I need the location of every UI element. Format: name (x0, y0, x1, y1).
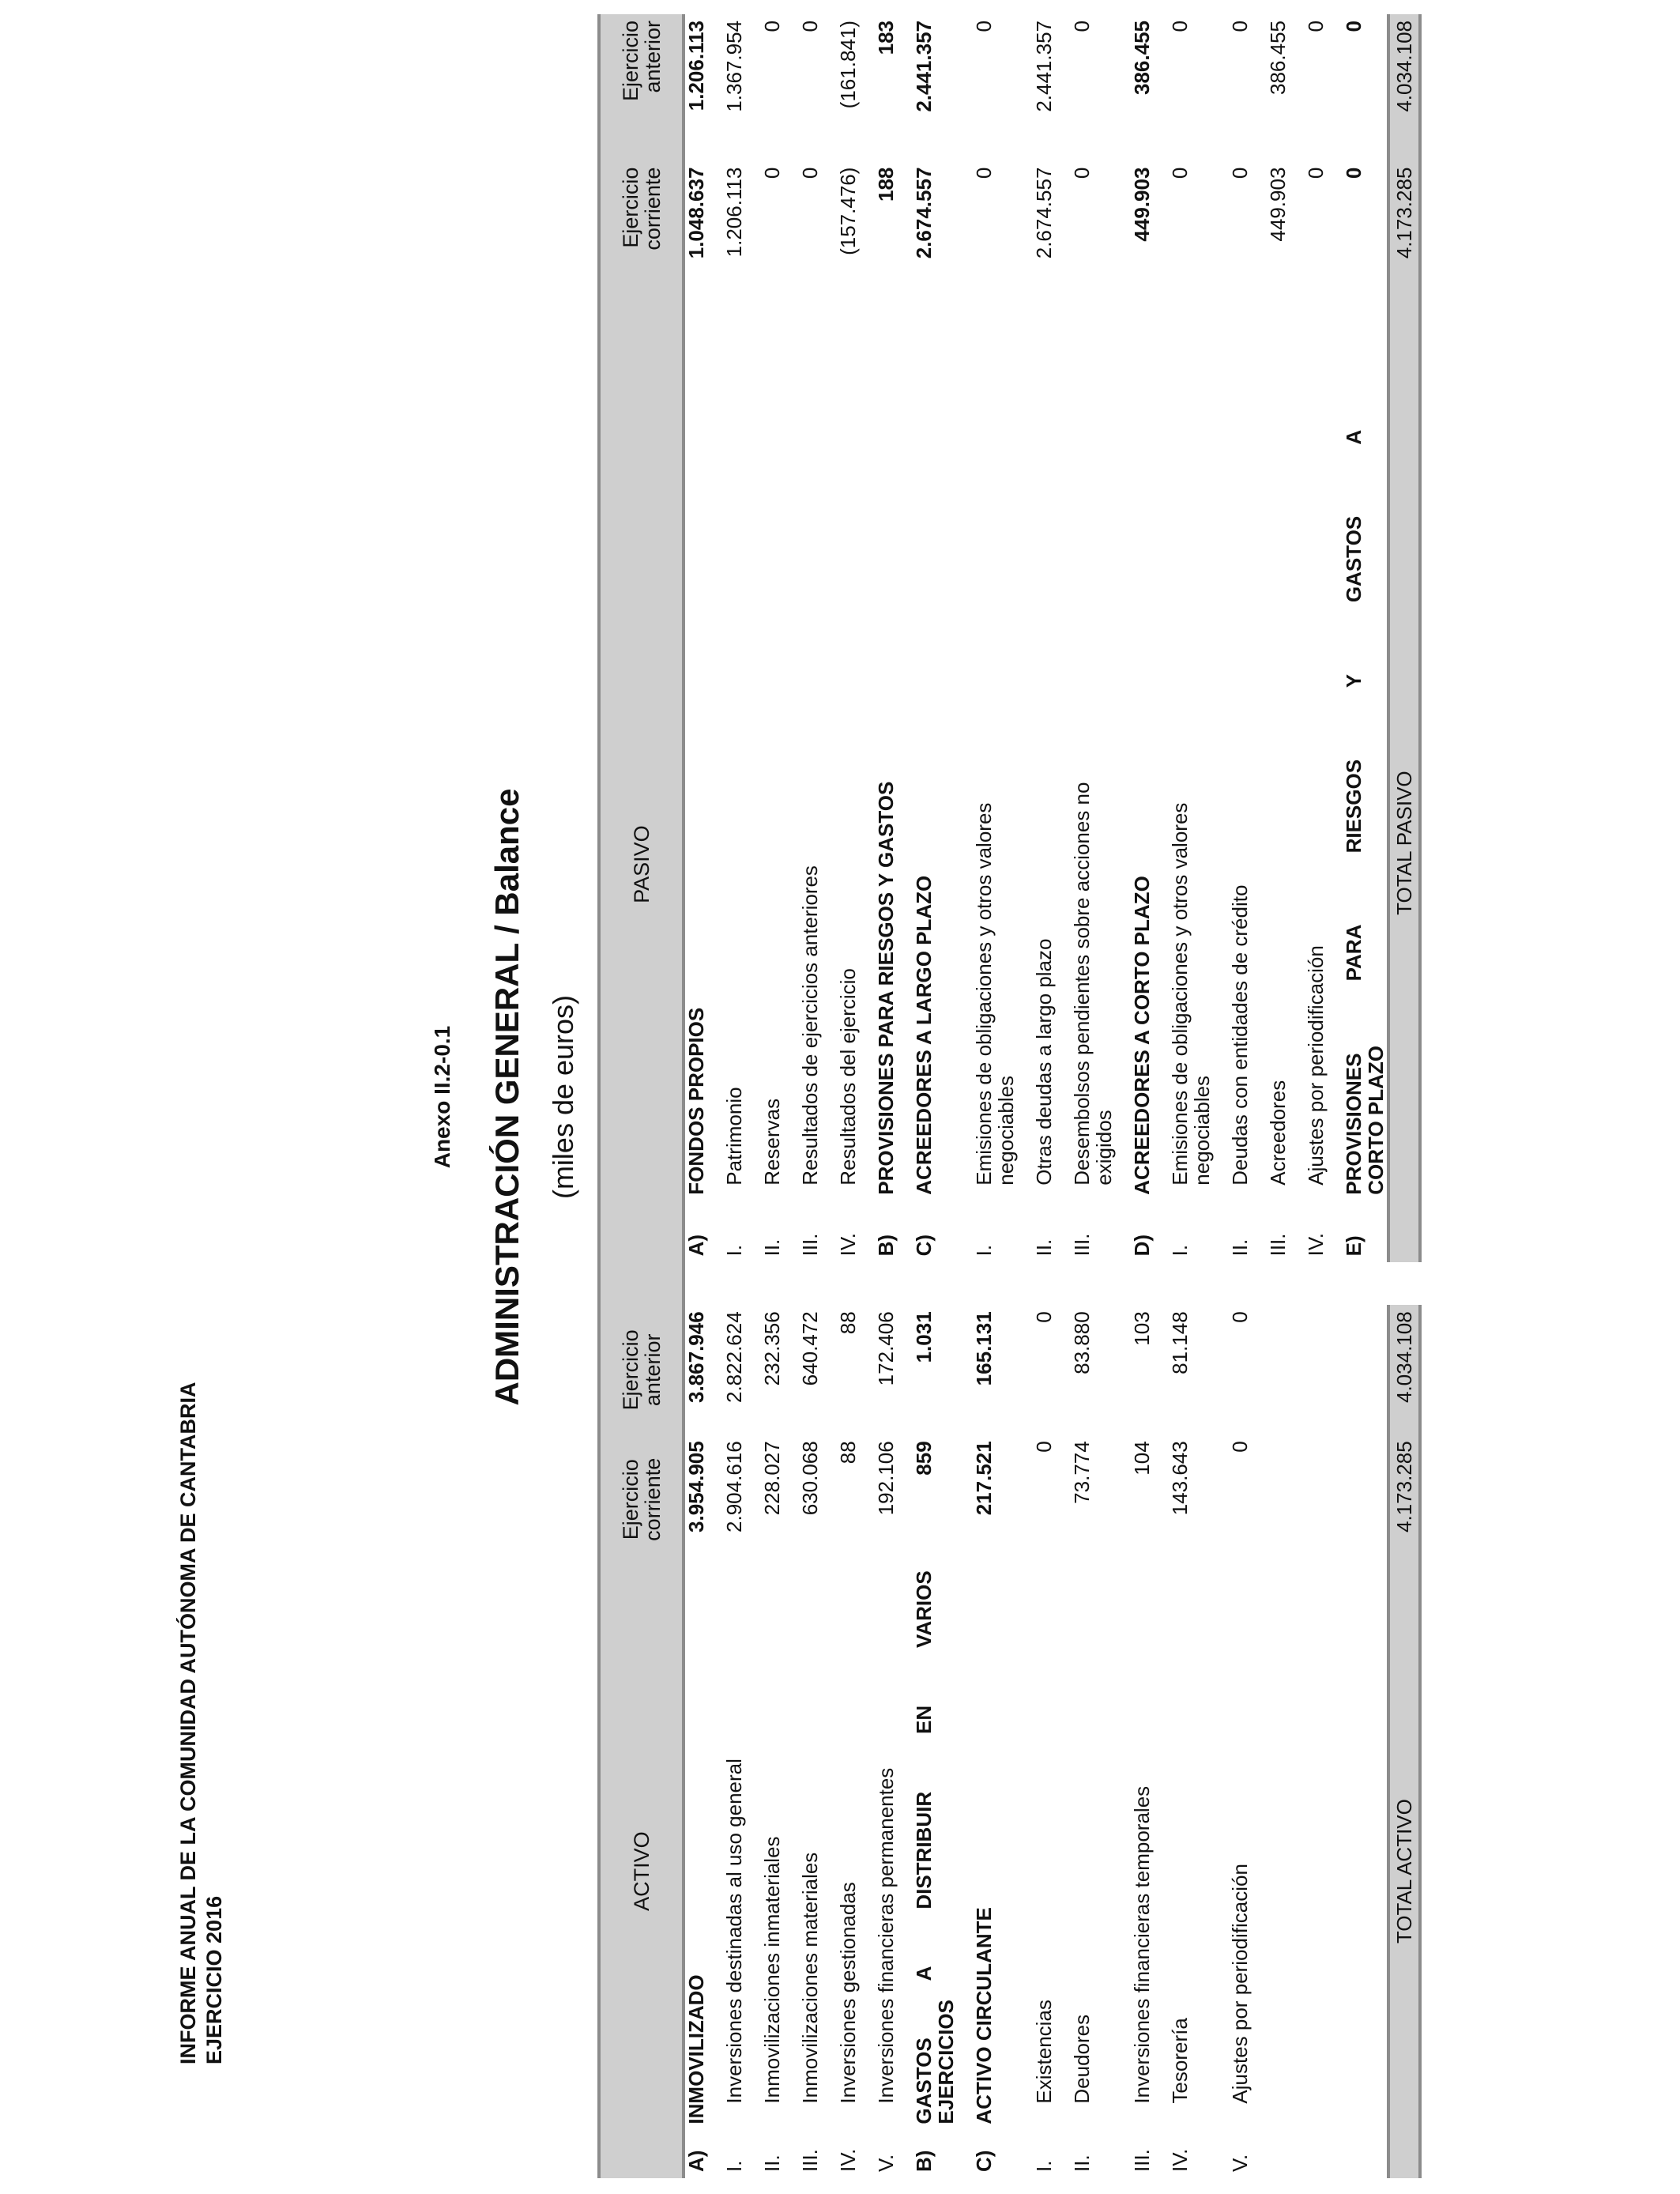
pasivo-index: B) (874, 1234, 898, 1257)
activo-index: B) (912, 2150, 936, 2172)
pasivo-index: I. (1168, 1244, 1192, 1257)
pasivo-label: Desembolsos pendientes sobre acciones no exigidos (1070, 782, 1116, 1186)
activo-corriente: 630.068 (798, 1441, 822, 1516)
pasivo-anterior: (161.841) (836, 21, 860, 109)
table-row (1033, 14, 1055, 2178)
pasivo-label: PROVISIONES PARA RIESGOS Y GASTOS A CORTO PLAZO (1342, 429, 1388, 1195)
activo-anterior: 232.356 (760, 1311, 784, 1386)
pasivo-anterior: 1.206.113 (684, 21, 708, 111)
activo-index: II. (760, 2154, 784, 2172)
activo-label: Ajustes por periodificación (1228, 1864, 1252, 2104)
table-body (684, 14, 1388, 2178)
activo-label: Inversiones financieras temporales (1130, 1785, 1154, 2104)
pasivo-index: II. (1228, 1238, 1252, 1257)
activo-corriente-header: Ejercicio corriente (599, 1434, 684, 1564)
pasivo-anterior-header: Ejercicio anterior (599, 14, 684, 161)
activo-anterior: 0 (1228, 1311, 1252, 1323)
pasivo-corriente: 0 (760, 167, 784, 179)
activo-corriente (1267, 1434, 1289, 1564)
pasivo-index: I. (722, 1244, 746, 1257)
pasivo-index: IV. (836, 1232, 860, 1257)
activo-label: Inmovilizaciones inmateriales (760, 1836, 784, 2104)
table-row (761, 14, 783, 2178)
pasivo-anterior: 183 (874, 21, 898, 55)
page-title: ADMINISTRACIÓN GENERAL / Balance (488, 788, 525, 1406)
report-header-line1: INFORME ANUAL DE LA COMUNIDAD AUTÓNOMA DE CANTABRIA (176, 1382, 200, 2064)
activo-header: ACTIVO (599, 1564, 684, 2178)
pasivo-corriente: 188 (874, 167, 898, 202)
activo-index (1267, 2131, 1289, 2178)
activo-anterior: 88 (836, 1311, 860, 1335)
pasivo-label: ACREEDORES A LARGO PLAZO (912, 875, 936, 1195)
activo-anterior: 1.031 (912, 1311, 936, 1363)
pasivo-label: PROVISIONES PARA RIESGOS Y GASTOS (874, 781, 898, 1195)
activo-label: Inmovilizaciones materiales (798, 1852, 822, 2104)
table-row (723, 14, 745, 2178)
total-activo-corriente: 4.173.285 (1388, 1434, 1420, 1564)
pasivo-label: Reservas (760, 1098, 784, 1186)
annex-label: Anexo II.2-0.1 (430, 1025, 454, 1169)
activo-corriente: 3.954.905 (684, 1441, 708, 1532)
pasivo-header: PASIVO (599, 424, 684, 1305)
activo-anterior: 103 (1130, 1311, 1154, 1346)
pasivo-anterior: 0 (798, 21, 822, 32)
activo-anterior (1305, 1305, 1327, 1434)
activo-index (1343, 2131, 1388, 2178)
table-row (1169, 14, 1213, 2178)
activo-label: GASTOS A DISTRIBUIR EN VARIOS EJERCICIOS (912, 1570, 958, 2124)
pasivo-corriente: 2.674.557 (1032, 167, 1056, 259)
pasivo-label: Resultados de ejercicios anteriores (798, 865, 822, 1186)
activo-label (1305, 1564, 1327, 2130)
pasivo-corriente: 0 (1342, 167, 1365, 179)
pasivo-anterior: 0 (1342, 21, 1365, 32)
pasivo-index: III. (1266, 1233, 1290, 1257)
pasivo-corriente: 0 (1168, 167, 1192, 179)
pasivo-label: Resultados del ejercicio (836, 968, 860, 1186)
activo-corriente: 2.904.616 (722, 1441, 746, 1532)
pasivo-index: III. (798, 1233, 822, 1257)
table-row (973, 14, 1017, 2178)
pasivo-label: Ajustes por periodificación (1304, 945, 1328, 1186)
pasivo-anterior: 0 (1070, 21, 1094, 32)
activo-corriente: 88 (836, 1441, 860, 1465)
pasivo-label: Otras deudas a largo plazo (1032, 938, 1056, 1186)
totals-row (1388, 14, 1420, 2178)
activo-anterior: 640.472 (798, 1311, 822, 1386)
pasivo-corriente-header: Ejercicio corriente (599, 161, 684, 424)
table-row (1343, 14, 1388, 2178)
pasivo-index: C) (912, 1234, 936, 1257)
activo-label: INMOVILIZADO (684, 1974, 708, 2124)
pasivo-anterior: 0 (1304, 21, 1328, 32)
activo-index: III. (1130, 2149, 1154, 2172)
activo-label: Inversiones destinadas al uso general (722, 1759, 746, 2104)
activo-anterior: 172.406 (874, 1311, 898, 1386)
table-row (1305, 14, 1327, 2178)
pasivo-corriente: 449.903 (1266, 167, 1290, 242)
activo-index (1305, 2131, 1327, 2178)
activo-corriente: 0 (1032, 1441, 1056, 1453)
total-pasivo-label: TOTAL PASIVO (1388, 424, 1420, 1263)
pasivo-anterior: 386.455 (1266, 21, 1290, 95)
total-pasivo-anterior: 4.034.108 (1388, 14, 1420, 161)
activo-corriente: 73.774 (1070, 1441, 1094, 1504)
table-row (837, 14, 859, 2178)
activo-corriente (1343, 1434, 1388, 1564)
pasivo-corriente: (157.476) (836, 167, 860, 255)
pasivo-anterior: 0 (760, 21, 784, 32)
pasivo-anterior: 0 (972, 21, 996, 32)
activo-label: Inversiones financieras permanentes (874, 1767, 898, 2104)
pasivo-index: II. (760, 1238, 784, 1257)
pasivo-anterior: 2.441.357 (912, 21, 936, 112)
table-row (875, 14, 897, 2178)
pasivo-corriente: 0 (798, 167, 822, 179)
pasivo-index: D) (1130, 1234, 1154, 1257)
pasivo-corriente: 0 (1070, 167, 1094, 179)
pasivo-index: A) (684, 1234, 708, 1257)
activo-anterior: 3.867.946 (684, 1311, 708, 1403)
pasivo-anterior: 1.367.954 (722, 21, 746, 112)
report-header-line2: EJERCICIO 2016 (202, 1895, 226, 2064)
activo-index: IV. (836, 2148, 860, 2172)
pasivo-corriente: 1.206.113 (722, 167, 746, 258)
activo-label: ACTIVO CIRCULANTE (972, 1907, 996, 2124)
activo-anterior: 81.148 (1168, 1311, 1192, 1374)
activo-corriente: 0 (1228, 1441, 1252, 1453)
table-header-row (599, 14, 684, 2178)
table-row (913, 14, 957, 2178)
activo-index: V. (1228, 2154, 1252, 2172)
activo-index: C) (972, 2150, 996, 2172)
total-pasivo-corriente: 4.173.285 (1388, 161, 1420, 424)
pasivo-label: Emisiones de obligaciones y otros valores negociables (972, 802, 1018, 1186)
activo-index: III. (798, 2149, 822, 2172)
activo-label (1267, 1564, 1289, 2130)
pasivo-corriente: 0 (972, 167, 996, 179)
pasivo-corriente: 1.048.637 (684, 167, 708, 259)
pasivo-label: ACREEDORES A CORTO PLAZO (1130, 876, 1154, 1195)
activo-index: V. (874, 2154, 898, 2172)
activo-index: A) (684, 2150, 708, 2172)
activo-corriente: 143.643 (1168, 1441, 1192, 1516)
activo-corriente (1305, 1434, 1327, 1564)
activo-index: I. (722, 2160, 746, 2172)
pasivo-label: Acreedores (1266, 1080, 1290, 1186)
pasivo-corriente: 0 (1228, 167, 1252, 179)
activo-index: I. (1032, 2160, 1056, 2172)
table-row (799, 14, 821, 2178)
total-activo-label: TOTAL ACTIVO (1388, 1564, 1420, 2178)
activo-anterior: 0 (1032, 1311, 1056, 1323)
pasivo-anterior: 0 (1228, 21, 1252, 32)
pasivo-anterior: 0 (1168, 21, 1192, 32)
table-row (684, 14, 707, 2178)
activo-anterior (1343, 1305, 1388, 1434)
page-subtitle: (miles de euros) (547, 994, 579, 1200)
activo-anterior (1267, 1305, 1289, 1434)
report-header (175, 1382, 228, 2064)
table-row (1267, 14, 1289, 2178)
pasivo-index: IV. (1304, 1232, 1328, 1257)
pasivo-index: I. (972, 1244, 996, 1257)
activo-corriente: 217.521 (972, 1441, 996, 1516)
activo-label: Deudores (1070, 2014, 1094, 2104)
table-row (1229, 14, 1251, 2178)
activo-anterior: 2.822.624 (722, 1311, 746, 1403)
pasivo-index: II. (1032, 1238, 1056, 1257)
pasivo-index: III. (1070, 1233, 1094, 1257)
activo-corriente: 859 (912, 1441, 936, 1476)
table-row (1071, 14, 1115, 2178)
pasivo-label: Emisiones de obligaciones y otros valores negociables (1168, 802, 1214, 1186)
pasivo-corriente: 0 (1304, 167, 1328, 179)
activo-label: Existencias (1032, 2000, 1056, 2104)
pasivo-label: FONDOS PROPIOS (684, 1007, 708, 1195)
activo-corriente: 228.027 (760, 1441, 784, 1516)
activo-index: II. (1070, 2154, 1094, 2172)
pasivo-corriente: 449.903 (1130, 167, 1154, 242)
activo-anterior: 165.131 (972, 1311, 996, 1386)
table-row (1131, 14, 1153, 2178)
activo-anterior: 83.880 (1070, 1311, 1094, 1374)
activo-label (1343, 1564, 1388, 2130)
activo-anterior-header: Ejercicio anterior (599, 1305, 684, 1434)
activo-label: Inversiones gestionadas (836, 1882, 860, 2104)
activo-index: IV. (1168, 2148, 1192, 2172)
total-activo-anterior: 4.034.108 (1388, 1305, 1420, 1434)
activo-corriente: 104 (1130, 1441, 1154, 1476)
pasivo-label: Deudas con entidades de crédito (1228, 884, 1252, 1186)
pasivo-index: E) (1342, 1235, 1365, 1257)
activo-corriente: 192.106 (874, 1441, 898, 1516)
pasivo-label: Patrimonio (722, 1087, 746, 1186)
pasivo-corriente: 2.674.557 (912, 167, 936, 259)
pasivo-anterior: 2.441.357 (1032, 21, 1056, 112)
balance-table (597, 14, 1422, 2178)
activo-label: Tesorería (1168, 2018, 1192, 2104)
pasivo-anterior: 386.455 (1130, 21, 1154, 95)
